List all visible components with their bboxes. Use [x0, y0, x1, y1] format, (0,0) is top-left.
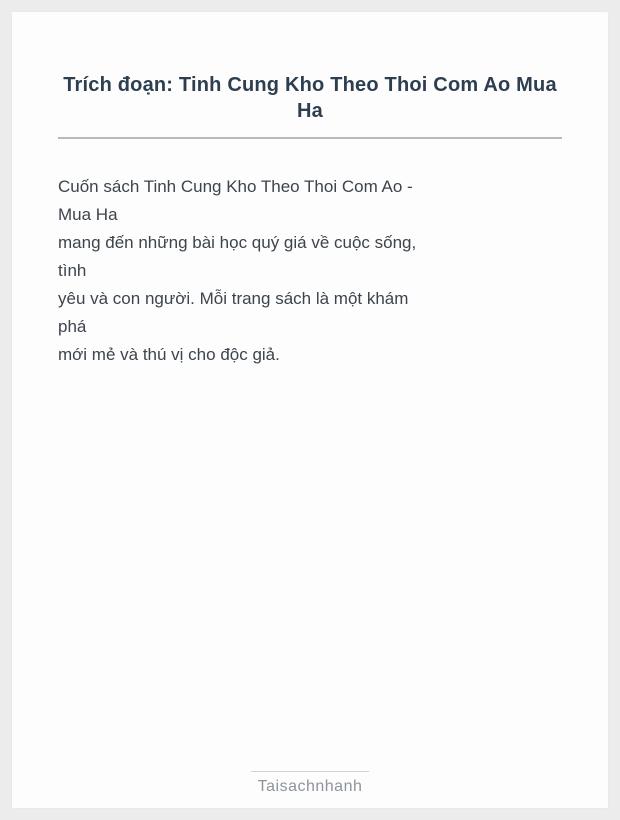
excerpt-line: yêu và con người. Mỗi trang sách là một khám [58, 289, 409, 309]
excerpt-line: mang đến những bài học quý giá về cuộc sống, [58, 233, 417, 253]
footer-divider [251, 771, 369, 772]
page-title: Trích đoạn: Tinh Cung Kho Theo Thoi Com Ao Mua Ha [63, 74, 557, 122]
excerpt-line: tình [58, 261, 87, 281]
page-card [12, 12, 608, 808]
title-divider [58, 137, 562, 139]
excerpt-line: mới mẻ và thú vị cho độc giả. [58, 345, 280, 365]
excerpt-line: phá [58, 317, 87, 337]
page-content [12, 72, 608, 369]
page-footer [12, 771, 608, 796]
footer-brand: Taisachnhanh [257, 778, 363, 795]
excerpt-paragraph [58, 173, 562, 369]
excerpt-line: Cuốn sách Tinh Cung Kho Theo Thoi Com Ao - [58, 177, 413, 197]
excerpt-line: Mua Ha [58, 205, 118, 225]
